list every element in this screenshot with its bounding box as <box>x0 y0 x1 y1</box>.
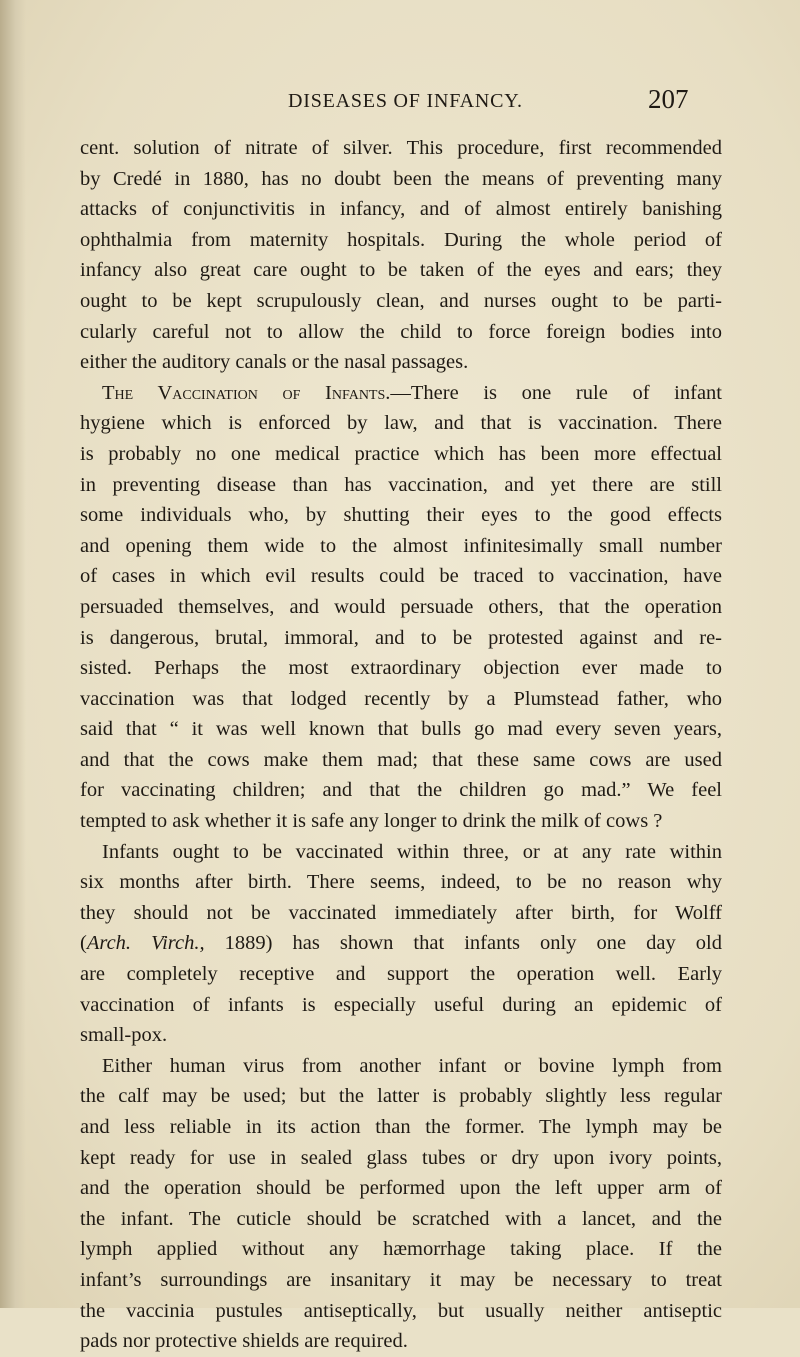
text-line: the calf may be used; but the latter is probably slightly less regular <box>80 1085 722 1108</box>
text-line: the infant. The cuticle should be scratched with a lancet, and the <box>80 1207 722 1230</box>
text-line: are completely receptive and support the operation well. Early <box>80 963 722 986</box>
body-text <box>80 133 722 1357</box>
citation-rest: 1889) has shown that infants only one day old <box>204 932 722 955</box>
section-heading-rest: —There is one rule of infant <box>390 381 723 404</box>
text-line: is dangerous, brutal, immoral, and to be protested against and re- <box>80 626 722 649</box>
text-line: persuaded themselves, and would persuade others, that the operation <box>80 595 722 618</box>
text-line: small-pox. <box>80 1024 168 1047</box>
text-line: ought to be kept scrupulously clean, and nurses ought to be parti- <box>80 289 722 312</box>
text-line: infancy also great care ought to be taken of the eyes and ears; they <box>80 259 722 282</box>
text-line: vaccination of infants is especially useful during an epidemic of <box>80 993 722 1016</box>
text-line: attacks of conjunctivitis in infancy, and of almost entirely banishing <box>80 198 722 221</box>
text-line: six months after birth. There seems, indeed, to be no reason why <box>80 871 722 894</box>
text-line: of cases in which evil results could be traced to vaccination, have <box>80 565 722 588</box>
text-line: either the auditory canals or the nasal passages. <box>80 351 469 374</box>
text-line: kept ready for use in sealed glass tubes or dry upon ivory points, <box>80 1146 722 1169</box>
citation-line <box>80 928 722 959</box>
running-head: DISEASES OF INFANCY. <box>288 90 523 112</box>
citation-open: ( <box>80 932 87 955</box>
page-header <box>0 84 800 124</box>
text-line: some individuals who, by shutting their eyes to the good effects <box>80 504 722 527</box>
text-line: the vaccinia pustules antiseptically, but usually neither antiseptic <box>80 1299 722 1322</box>
text-line: hygiene which is enforced by law, and that is vaccination. There <box>80 412 722 435</box>
page-number: 207 <box>648 84 689 114</box>
text-line: they should not be vaccinated immediately after birth, for Wolff <box>80 901 722 924</box>
section-heading: The Vaccination of Infants. <box>102 381 391 404</box>
text-line: Infants ought to be vaccinated within three, or at any rate within <box>102 840 722 863</box>
text-line: and opening them wide to the almost infinitesimally small number <box>80 534 722 557</box>
section-heading-line <box>80 378 722 409</box>
text-line: by Credé in 1880, has no doubt been the means of preventing many <box>80 167 722 190</box>
text-line: sisted. Perhaps the most extraordinary objection ever made to <box>80 657 722 680</box>
text-line: for vaccinating children; and that the children go mad.” We feel <box>80 779 722 802</box>
text-line: vaccination was that lodged recently by a Plumstead father, who <box>80 687 722 710</box>
text-line: and less reliable in its action than the former. The lymph may be <box>80 1116 722 1138</box>
text-line: ophthalmia from maternity hospitals. During the whole period of <box>80 228 722 251</box>
text-line: is probably no one medical practice which has been more effectual <box>80 442 722 465</box>
text-line: pads nor protective shields are required. <box>80 1330 408 1353</box>
text-line: and that the cows make them mad; that these same cows are used <box>80 748 722 771</box>
text-line: cularly careful not to allow the child to force foreign bodies into <box>80 320 722 343</box>
text-line: tempted to ask whether it is safe any longer to drink the milk of cows ? <box>80 810 663 833</box>
text-line: and the operation should be performed upon the left upper arm of <box>80 1177 722 1200</box>
text-line: said that “ it was well known that bulls go mad every seven years, <box>80 718 722 741</box>
text-line: in preventing disease than has vaccination, and yet there are still <box>80 473 722 496</box>
citation-source: Arch. Virch., <box>86 932 205 955</box>
text-line: infant’s surroundings are insanitary it may be necessary to treat <box>80 1268 722 1291</box>
text-line: Either human virus from another infant or bovine lymph from <box>102 1054 722 1077</box>
text-line: cent. solution of nitrate of silver. This procedure, first recommended <box>80 137 722 159</box>
text-line: lymph applied without any hæmorrhage taking place. If the <box>80 1238 722 1261</box>
binding-shadow <box>0 0 26 1308</box>
